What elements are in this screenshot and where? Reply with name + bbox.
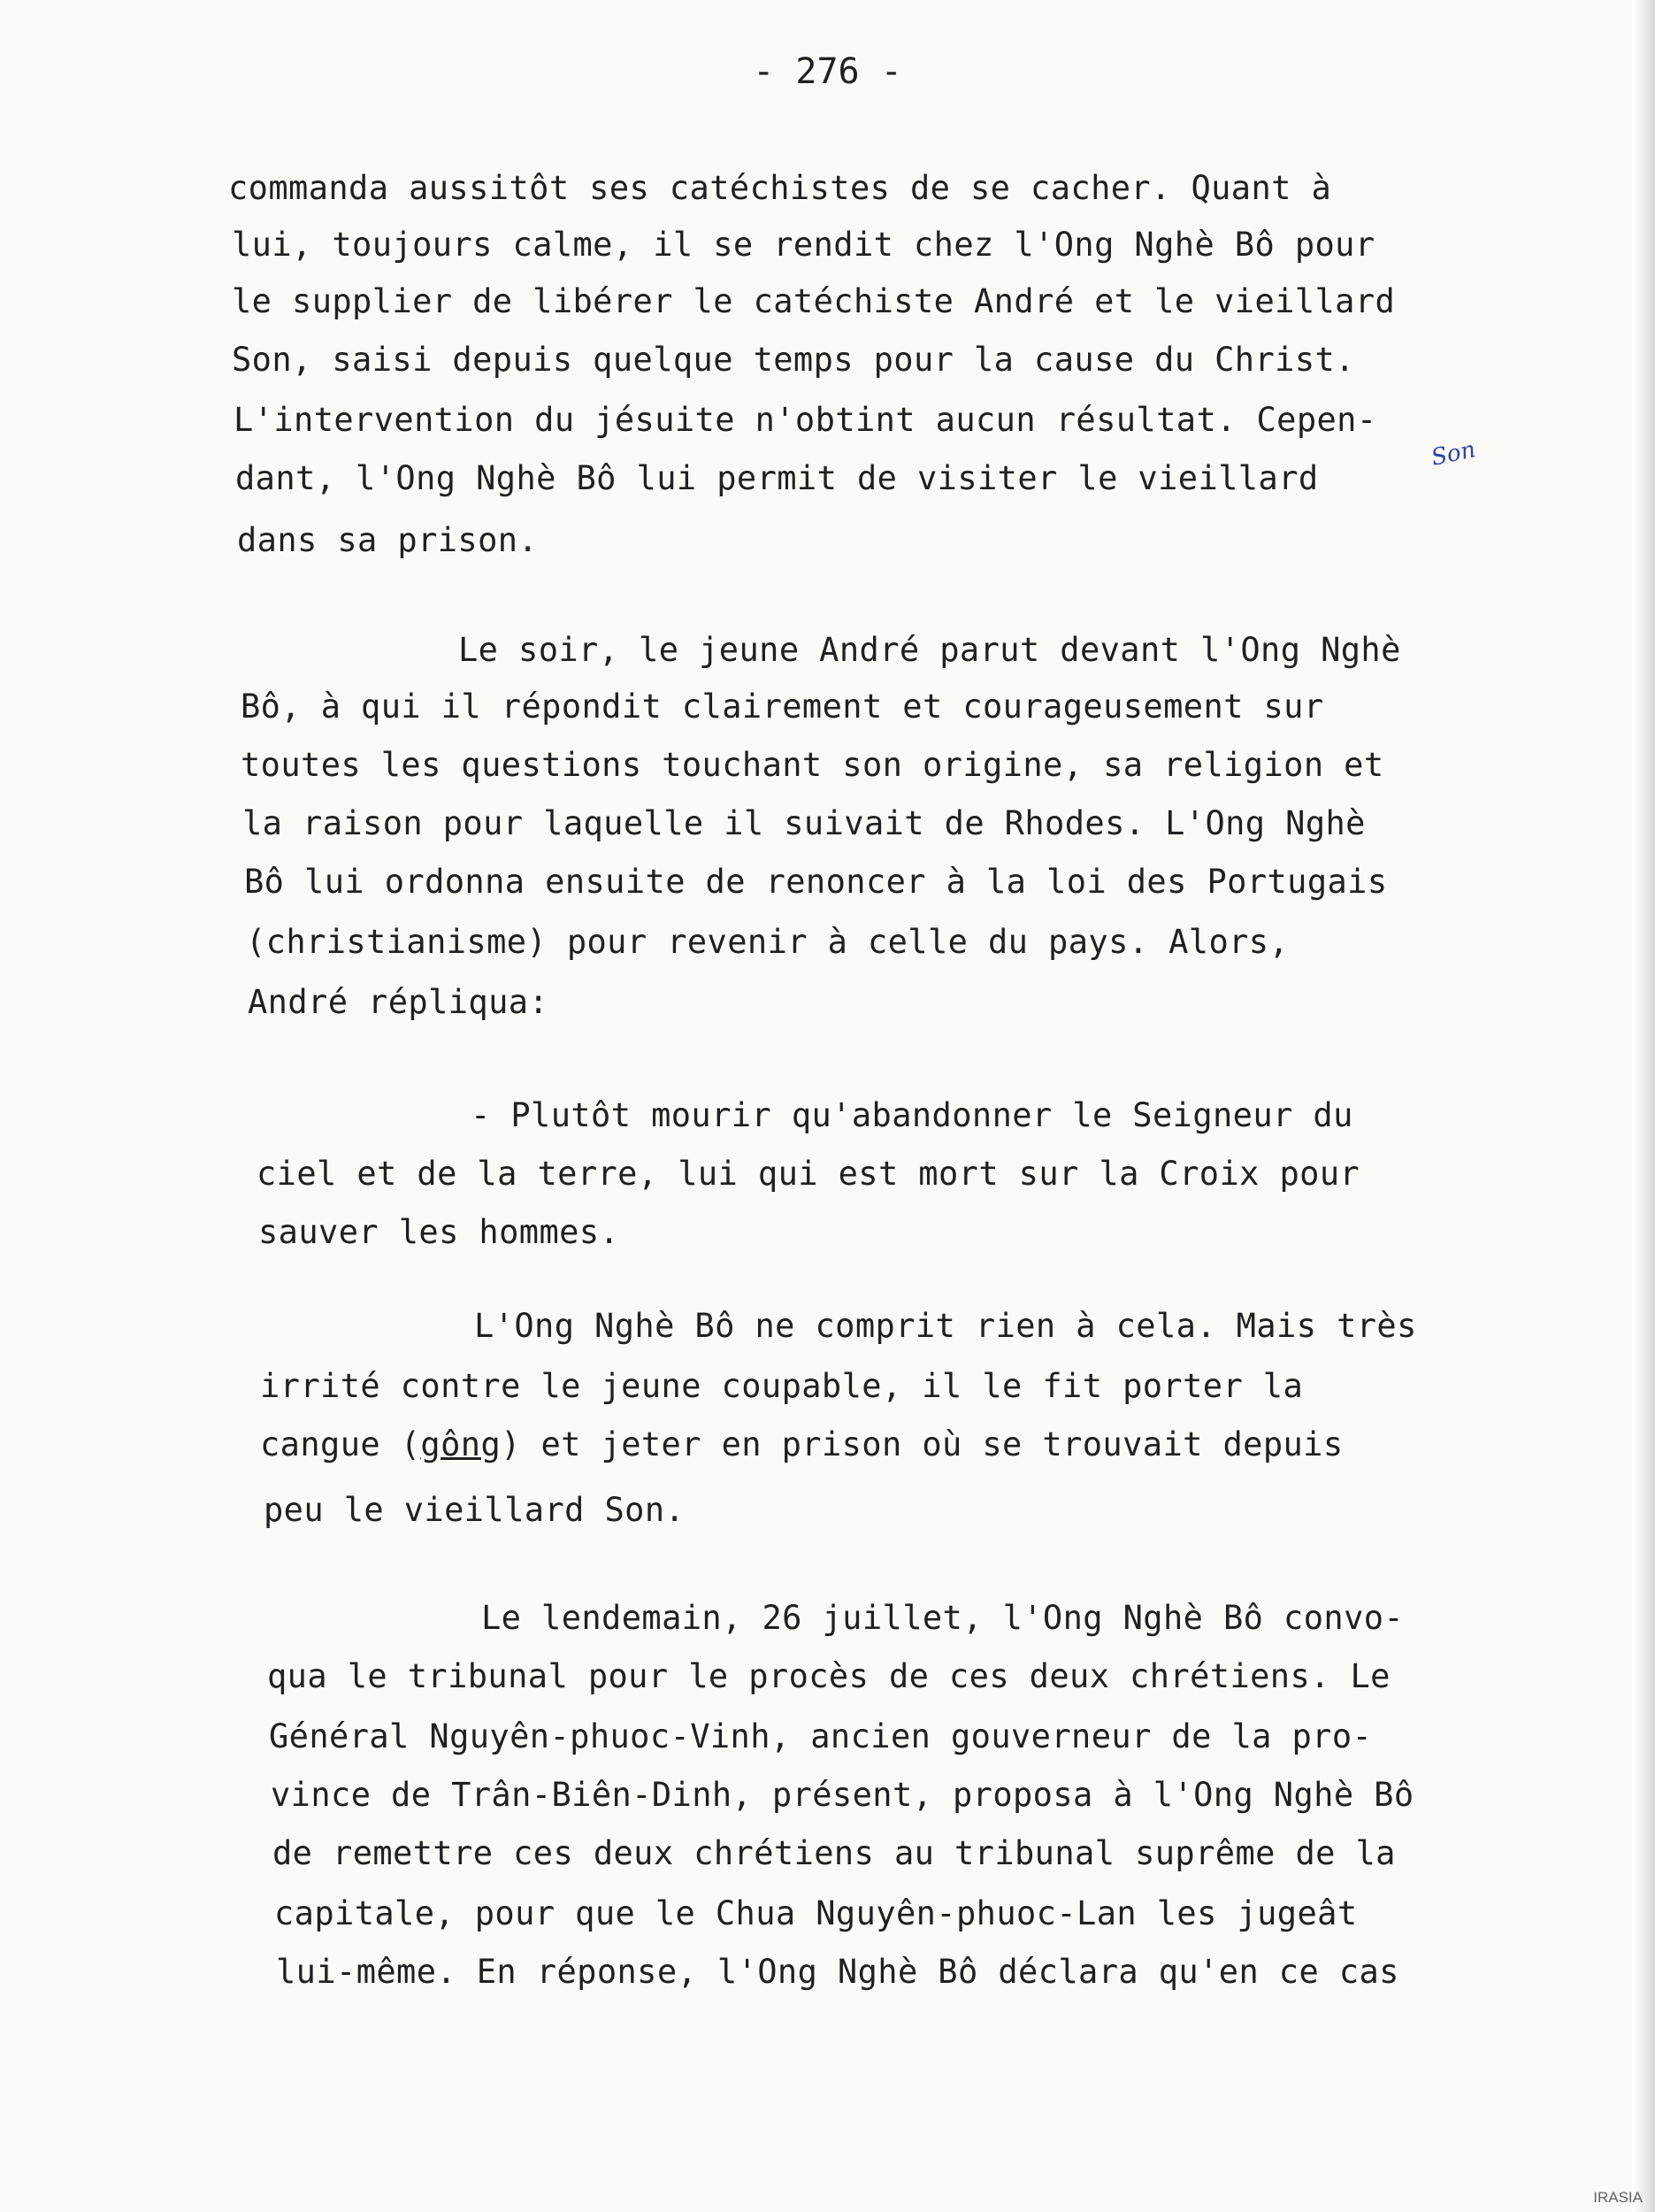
- text-line: le supplier de libérer le catéchiste André et le vieillard: [232, 282, 1396, 320]
- text-line: dans sa prison.: [237, 521, 539, 559]
- handwritten-annotation: Son: [1429, 436, 1478, 472]
- text-line: lui-même. En réponse, l'Ong Nghè Bô déclara qu'en ce cas: [276, 1953, 1399, 1991]
- text-line: capitale, pour que le Chua Nguyên-phuoc-Lan les jugeât: [274, 1894, 1358, 1932]
- text-line: sauver les hommes.: [258, 1213, 620, 1251]
- text-line: toutes les questions touchant son origine, sa religion et: [241, 746, 1384, 784]
- text-line: André répliqua:: [248, 983, 549, 1021]
- text-line: dant, l'Ong Nghè Bô lui permit de visiter le vieillard: [235, 459, 1319, 497]
- text-line: L'Ong Nghè Bô ne comprit rien à cela. Mais très: [474, 1307, 1417, 1345]
- text-line: Bô lui ordonna ensuite de renoncer à la loi des Portugais: [244, 863, 1388, 901]
- text-line: ciel et de la terre, lui qui est mort sur la Croix pour: [257, 1155, 1360, 1193]
- text-line: vince de Trân-Biên-Dinh, présent, proposa à l'Ong Nghè Bô: [271, 1776, 1414, 1814]
- text-line: irrité contre le jeune coupable, il le fit porter la: [260, 1367, 1304, 1405]
- text-line: Le lendemain, 26 juillet, l'Ong Nghè Bô convo-: [481, 1599, 1405, 1637]
- page-edge-shadow: [1632, 0, 1655, 2212]
- page-number: - 276 -: [753, 51, 902, 92]
- text-line: la raison pour laquelle il suivait de Rhodes. L'Ong Nghè: [242, 804, 1366, 842]
- text-line: L'intervention du jésuite n'obtint aucun résultat. Cepen-: [234, 401, 1377, 439]
- footer-watermark-label: IRASIA: [1593, 2189, 1643, 2206]
- underlined-term: gông: [420, 1425, 502, 1463]
- text-line: [260, 1425, 1344, 1465]
- text-line: qua le tribunal pour le procès de ces deux chrétiens. Le: [267, 1657, 1391, 1695]
- text-line: lui, toujours calme, il se rendit chez l'Ong Nghè Bô pour: [232, 226, 1375, 264]
- text-line: - Plutôt mourir qu'abandonner le Seigneur du: [471, 1096, 1353, 1134]
- text-line: Général Nguyên-phuoc-Vinh, ancien gouverneur de la pro-: [269, 1717, 1373, 1755]
- text-line: Le soir, le jeune André parut devant l'Ong Nghè: [458, 631, 1401, 669]
- text-line: Son, saisi depuis quelque temps pour la cause du Christ.: [232, 341, 1355, 379]
- text-line: peu le vieillard Son.: [264, 1491, 686, 1529]
- text-fragment: cangue (: [260, 1425, 421, 1463]
- text-line: Bô, à qui il répondit clairement et courageusement sur: [241, 687, 1324, 726]
- text-line: commanda aussitôt ses catéchistes de se cacher. Quant à: [228, 169, 1332, 207]
- text-line: (christianisme) pour revenir à celle du pays. Alors,: [246, 923, 1290, 961]
- text-fragment: ) et jeter en prison où se trouvait depuis: [501, 1425, 1344, 1463]
- text-line: de remettre ces deux chrétiens au tribunal suprême de la: [272, 1834, 1396, 1872]
